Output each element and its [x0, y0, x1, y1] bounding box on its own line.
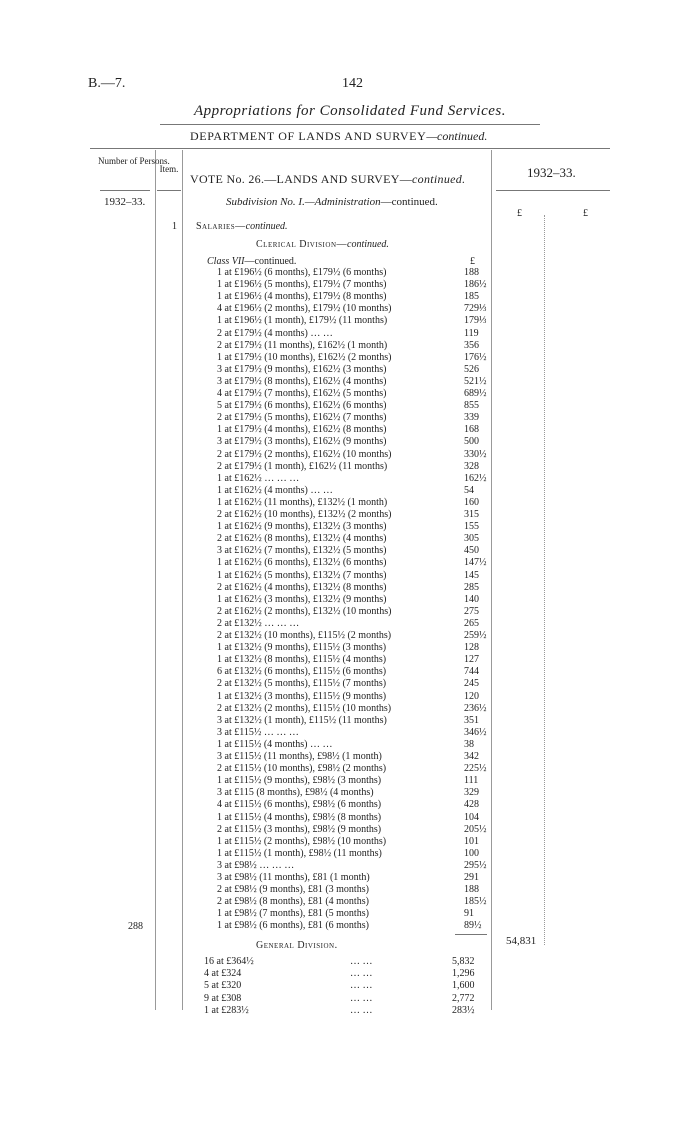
salary-row-amount: 729⅓	[464, 303, 487, 315]
salary-row-description: 2 at £115½ (10 months), £98½ (2 months)	[217, 763, 387, 775]
general-row-description: 1 at £283½	[204, 1004, 249, 1016]
salary-row-description: 3 at £179½ (9 months), £162½ (3 months)	[217, 363, 387, 375]
salary-row-amount: 140	[464, 593, 479, 605]
salary-row-description: 1 at £132½ (3 months), £115½ (9 months)	[217, 690, 387, 702]
salary-row-description: 3 at £179½ (3 months), £162½ (9 months)	[217, 436, 387, 448]
salaries-heading: Salaries—continued.	[196, 221, 288, 232]
salary-row-amount: 188	[464, 884, 479, 896]
salary-row-amount: 225½	[464, 763, 487, 775]
salary-row-description: 1 at £162½ (11 months), £132½ (1 month)	[217, 496, 388, 508]
salary-row-amount: 155	[464, 521, 479, 533]
vote-heading: VOTE No. 26.—LANDS AND SURVEY—continued.	[190, 172, 466, 186]
salary-row-amount: 855	[464, 400, 479, 412]
clerical-division-heading: Clerical Division—continued.	[256, 239, 389, 250]
column-number-of-persons: Number of Persons.	[98, 156, 170, 166]
salary-row-description: 1 at £196½ (4 months), £179½ (8 months)	[217, 291, 387, 303]
salary-row-amount: 111	[464, 775, 479, 787]
salary-row-description: 2 at £162½ (4 months), £132½ (8 months)	[217, 581, 387, 593]
general-row-dots: … …	[350, 956, 373, 967]
salary-row-description: 1 at £115½ (2 months), £98½ (10 months)	[217, 835, 387, 847]
salary-row-description: 1 at £115½ (1 month), £98½ (11 months)	[217, 847, 382, 859]
salary-row-description: 2 at £179½ (1 month), £162½ (11 months)	[217, 460, 388, 472]
salary-row-amount: 339	[464, 412, 479, 424]
salary-row-amount: 168	[464, 424, 479, 436]
salary-row-amount: 329	[464, 787, 479, 799]
salary-row-amount: 342	[464, 751, 479, 762]
salary-row-description: 2 at £115½ (3 months), £98½ (9 months)	[217, 823, 382, 835]
salary-row-amount: 127	[464, 654, 479, 666]
salary-row-amount: 346½	[464, 726, 487, 738]
salary-row-description: 3 at £162½ (7 months), £132½ (5 months)	[217, 545, 387, 557]
subtotal-rule	[455, 934, 487, 935]
salary-row-amount: 162½	[464, 472, 487, 484]
salary-row-description: 2 at £98½ (8 months), £81 (4 months)	[217, 896, 369, 908]
salary-row-amount: 328	[464, 460, 479, 472]
salary-row-amount: 500	[464, 436, 479, 448]
column-item: Item.	[159, 164, 179, 174]
pound-unit-left: £	[517, 208, 522, 219]
salary-row-description: 1 at £162½ (5 months), £132½ (7 months)	[217, 569, 387, 581]
general-row-amount: 283½	[452, 1004, 475, 1016]
general-row-amount: 1,600	[452, 980, 475, 992]
salary-row-amount: 89½	[464, 920, 482, 932]
salary-row-amount: 744	[464, 666, 479, 678]
general-row-amount: 2,772	[452, 992, 475, 1004]
salary-row-description: 1 at £162½ (9 months), £132½ (3 months)	[217, 521, 387, 533]
item-number: 1	[172, 221, 177, 232]
class-heading: Class VII—continued.	[207, 256, 297, 267]
salary-row-amount: 330½	[464, 448, 487, 460]
salary-row-description: 4 at £196½ (2 months), £179½ (10 months)	[217, 303, 392, 315]
salary-row-description: 1 at £179½ (4 months), £162½ (8 months)	[217, 424, 387, 436]
salary-row-description: 3 at £115½ … … …	[217, 726, 299, 738]
salary-row-amount: 91	[464, 908, 474, 920]
salary-row-amount: 160	[464, 496, 479, 508]
salary-row-description: 2 at £179½ (2 months), £162½ (10 months)	[217, 448, 392, 460]
salary-row-amount: 291	[464, 872, 479, 883]
salary-row-amount: 315	[464, 509, 479, 520]
salary-row-amount: 188	[464, 267, 479, 278]
salary-row-amount: 275	[464, 605, 479, 617]
salary-row-amount: 54	[464, 484, 474, 496]
salary-row-description: 2 at £162½ (2 months), £132½ (10 months)	[217, 605, 392, 617]
general-row-description: 9 at £308	[204, 992, 242, 1004]
general-row-dots: … …	[350, 992, 373, 1004]
department-heading: DEPARTMENT OF LANDS AND SURVEY—continued.	[190, 129, 488, 143]
salary-row-description: 1 at £162½ (6 months), £132½ (6 months)	[217, 557, 387, 569]
salary-row-amount: 428	[464, 799, 479, 811]
salary-row-description: 4 at £115½ (6 months), £98½ (6 months)	[217, 799, 382, 811]
salary-row-description: 2 at £132½ (10 months), £115½ (2 months)	[217, 630, 392, 641]
salary-row-description: 1 at £115½ (4 months) … …	[217, 738, 333, 750]
salary-row-description: 2 at £179½ (11 months), £162½ (1 month)	[217, 339, 388, 351]
salary-row-description: 1 at £162½ (4 months) … …	[217, 484, 333, 496]
salary-row-amount: 236½	[464, 702, 487, 714]
salary-row-description: 1 at £196½ (6 months), £179½ (6 months)	[217, 267, 387, 278]
salary-row-description: 2 at £132½ (2 months), £115½ (10 months)	[217, 702, 392, 714]
general-row-description: 4 at £324	[204, 968, 242, 980]
salary-row-amount: 179⅓	[464, 315, 487, 327]
salary-row-amount: 119	[464, 327, 479, 339]
general-row-dots: … …	[350, 1004, 373, 1016]
salary-row-description: 1 at £162½ … … …	[217, 472, 300, 484]
persons-total: 288	[128, 921, 143, 932]
salary-row-amount: 521½	[464, 375, 487, 387]
salary-row-amount: 356	[464, 339, 479, 351]
salary-row-description: 1 at £115½ (4 months), £98½ (8 months)	[217, 811, 382, 823]
pound-unit-right: £	[583, 208, 588, 219]
salary-row-description: 3 at £179½ (8 months), £162½ (4 months)	[217, 375, 387, 387]
salary-row-description: 1 at £132½ (9 months), £115½ (3 months)	[217, 642, 387, 654]
salary-row-description: 2 at £162½ (8 months), £132½ (4 months)	[217, 533, 387, 545]
subdivision-heading: Subdivision No. I.—Administration—continued.	[226, 196, 438, 208]
salary-row-amount: 295½	[464, 859, 487, 871]
general-row-description: 5 at £320	[204, 980, 242, 992]
general-row-amount: 1,296	[452, 968, 475, 980]
salary-row-amount: 265	[464, 617, 479, 629]
subtotal-amount: 54,831	[506, 935, 537, 947]
salary-row-amount: 245	[464, 678, 479, 690]
salary-row-description: 1 at £162½ (3 months), £132½ (9 months)	[217, 593, 387, 605]
salary-row-description: 2 at £132½ … … …	[217, 617, 300, 629]
salary-row-description: 2 at £179½ (4 months) … …	[217, 327, 333, 339]
salary-row-amount: 450	[464, 545, 479, 557]
salary-row-description: 1 at £98½ (6 months), £81 (6 months)	[217, 920, 369, 932]
salary-row-amount: 351	[464, 714, 479, 726]
salary-row-amount: 526	[464, 363, 479, 375]
salary-row-description: 3 at £115 (8 months), £98½ (4 months)	[217, 787, 374, 799]
salary-row-description: 1 at £196½ (5 months), £179½ (7 months)	[217, 279, 387, 291]
salary-row-amount: 176½	[464, 351, 487, 363]
general-row-dots: … …	[350, 980, 373, 992]
salary-row-amount: 101	[464, 835, 479, 847]
salary-row-amount: 259½	[464, 630, 487, 641]
salary-row-description: 3 at £98½ (11 months), £81 (1 month)	[217, 872, 370, 883]
salary-row-amount: 100	[464, 847, 479, 859]
salary-row-amount: 305	[464, 533, 479, 545]
salary-row-description: 1 at £196½ (1 month), £179½ (11 months)	[217, 315, 388, 327]
financial-year-left: 1932–33.	[104, 196, 146, 208]
general-row-dots: … …	[350, 968, 373, 980]
salary-row-amount: 128	[464, 642, 479, 654]
salary-row-amount: 205½	[464, 823, 487, 835]
salary-row-description: 5 at £179½ (6 months), £162½ (6 months)	[217, 400, 387, 412]
general-row-description: 16 at £364½	[204, 956, 254, 967]
salary-row-amount: 147½	[464, 557, 487, 569]
salary-row-amount: 689½	[464, 388, 487, 399]
salary-row-amount: 120	[464, 690, 479, 702]
salary-row-description: 1 at £132½ (8 months), £115½ (4 months)	[217, 654, 387, 666]
general-row-amount: 5,832	[452, 956, 475, 967]
salary-row-description: 2 at £132½ (5 months), £115½ (7 months)	[217, 678, 387, 690]
salary-row-amount: 185½	[464, 896, 487, 908]
page-number: 142	[342, 76, 363, 91]
salary-row-amount: 185	[464, 291, 479, 303]
salary-row-description: 1 at £115½ (9 months), £98½ (3 months)	[217, 775, 382, 787]
salary-row-amount: 145	[464, 569, 479, 581]
amount-unit: £	[470, 256, 475, 267]
salary-row-description: 3 at £98½ … … …	[217, 859, 295, 871]
salary-row-description: 6 at £132½ (6 months), £115½ (6 months)	[217, 666, 387, 678]
salary-row-description: 1 at £98½ (7 months), £81 (5 months)	[217, 908, 369, 920]
salary-row-amount: 104	[464, 811, 479, 823]
salary-row-description: 2 at £98½ (9 months), £81 (3 months)	[217, 884, 369, 896]
document-reference: B.—7.	[88, 76, 126, 91]
salary-row-description: 2 at £179½ (5 months), £162½ (7 months)	[217, 412, 387, 424]
page-title: Appropriations for Consolidated Fund Services.	[193, 103, 506, 119]
salary-row-amount: 285	[464, 581, 479, 593]
general-division-heading: General Division.	[256, 940, 338, 951]
salary-row-description: 3 at £115½ (11 months), £98½ (1 month)	[217, 751, 382, 762]
financial-year-right: 1932–33.	[527, 165, 576, 180]
salary-row-description: 3 at £132½ (1 month), £115½ (11 months)	[217, 714, 387, 726]
salary-row-amount: 38	[464, 738, 474, 750]
salary-row-description: 1 at £179½ (10 months), £162½ (2 months)	[217, 351, 392, 363]
salary-row-description: 4 at £179½ (7 months), £162½ (5 months)	[217, 388, 387, 399]
salary-row-description: 2 at £162½ (10 months), £132½ (2 months)	[217, 509, 392, 520]
salary-row-amount: 186½	[464, 279, 487, 291]
